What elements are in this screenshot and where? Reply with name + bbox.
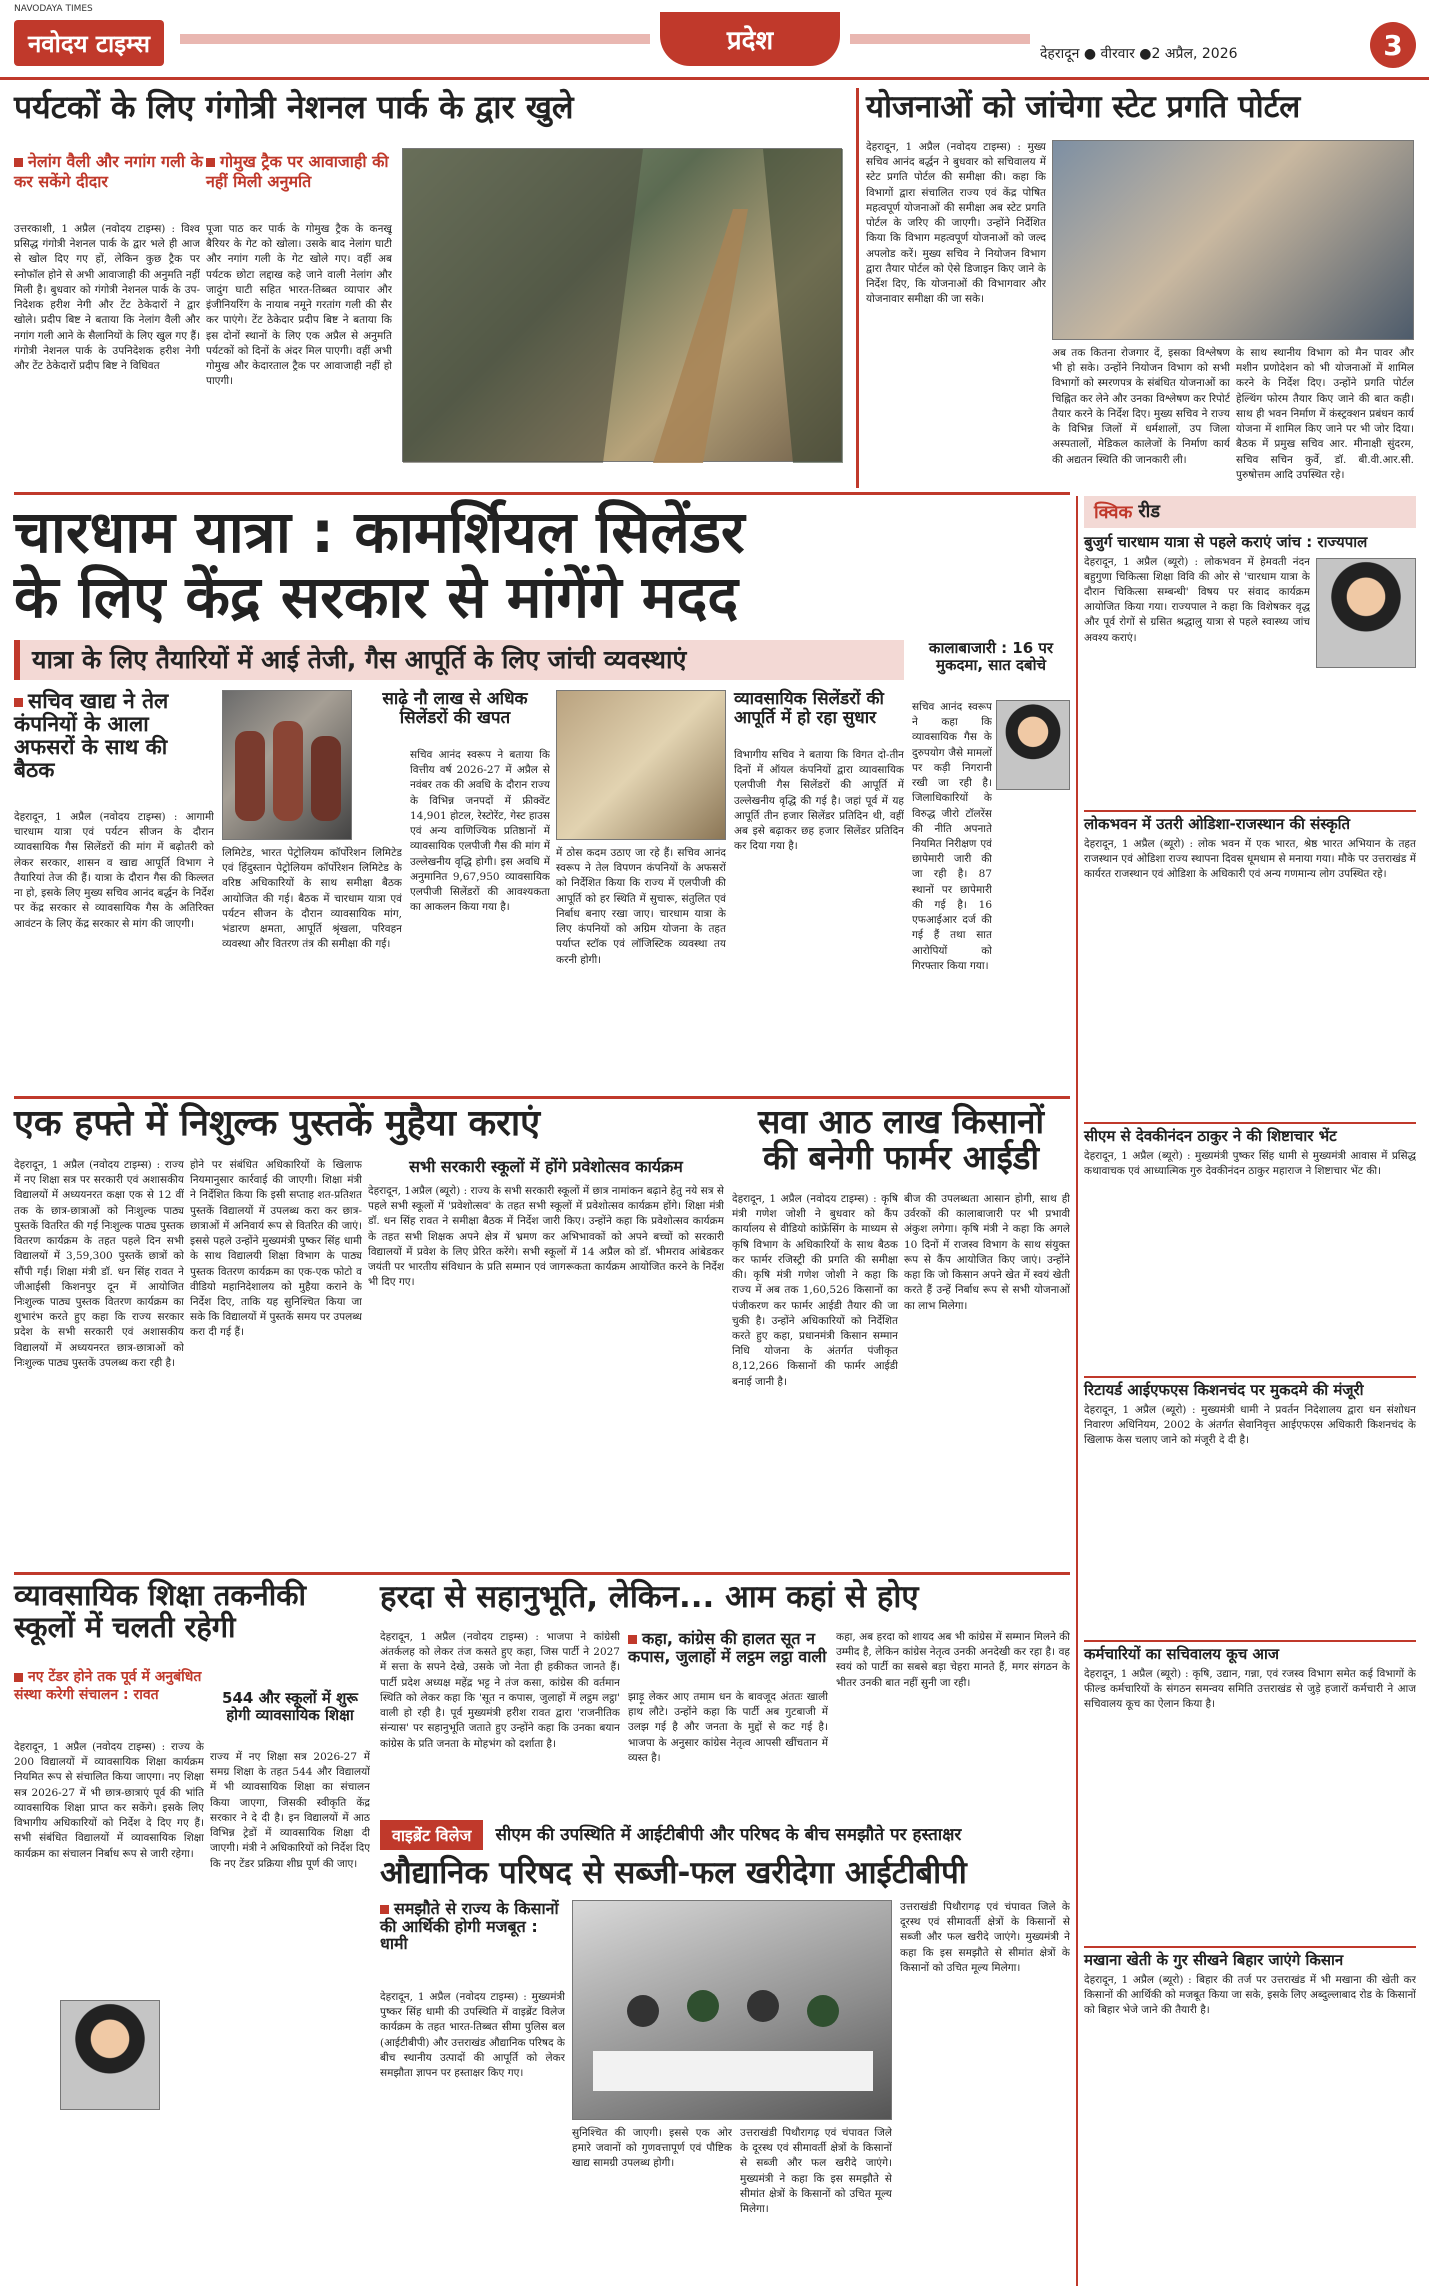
- quick-read-label: [1084, 496, 1416, 528]
- vocational-headline-line-1: व्यावसायिक शिक्षा तकनीकी: [14, 1578, 307, 1612]
- gangotri-headline: पर्यटकों के लिए गंगोत्री नेशनल पार्क के द्वार खुले: [14, 88, 574, 126]
- dateline: देहरादून ● वीरवार ●2 अप्रैल, 2026: [1040, 46, 1238, 62]
- vocational-column-2: राज्य में नए शिक्षा सत्र 2026-27 में समग्र शिक्षा के तहत 544 और विद्यालयों में भी व्यावसायिक शिक्षा का संचालन किया जाएगा, जिसकी स्वीकृति केंद्र सरकार ने दे दी है। इन विद्यालयों में आठ विभिन्न ट्रेडों में व्यावसायिक शिक्षा दी जाएगी। मंत्री ने अधिकारियों को निर्देश दिए कि नए टेंडर प्रक्रिया शीघ्र पूर्ण की जाए।: [210, 1751, 370, 1870]
- books-headline: एक हफ्ते में निशुल्क पुस्तकें मुहैया कराएं: [14, 1103, 541, 1144]
- vibrant-column-4: उत्तराखंडी पिथौरागढ़ एवं चंपावत जिले के दूरस्थ एवं सीमावर्ती क्षेत्रों के किसानों से सब्जी और फल खरीदे जाएंगे। मुख्यमंत्री ने कहा कि इस समझौते से सीमांत क्षेत्रों के किसानों को उचित मूल्य मिलेगा।: [900, 1901, 1070, 1974]
- meeting-table-illustration: [573, 1901, 893, 2121]
- quick-read-body: देहरादून, 1 अप्रैल (ब्यूरो) : कृषि, उद्यान, गन्ना, एवं रजस्व विभाग समेत कई विभागों के फील्ड कर्मचारियों के संगठन समन्वय समिति उत्तराखंड से जुड़े हजारों कर्मचारी ने आज सचिवालय कूच का ऐलान किया है।: [1084, 1667, 1416, 1710]
- quick-read-item: [1084, 1122, 1416, 1369]
- chardham-meeting-subhead: सचिव खाद्य ने तेल कंपनियों के आला अफसरों के साथ की बैठक: [14, 690, 214, 782]
- chardham-column-3: सचिव आनंद स्वरूप ने बताया कि वित्तीय वर्ष 2026-27 में अप्रैल से नवंबर तक की अवधि के दौरान राज्य के विभिन्न जनपदों में फ्रीक्वेंट 14,901 होटल, रेस्टोरेंट, गेस्ट हाउस एवं अन्य वाणिज्यिक प्रतिष्ठानों में व्यावसायिक एलपीजी गैस की मांग में उल्लेखनीय वृद्धि होगी। इस अवधि में अनुमानित 9,67,950 व्यावसायिक एलपीजी सिलेंडरों की आवश्यकता का आकलन किया गया है।: [410, 749, 550, 914]
- vibrant-column-1: देहरादून, 1 अप्रैल (नवोदय टाइम्स) : मुख्यमंत्री पुष्कर सिंह धामी की उपस्थिति में वाइब्रेंट विलेज कार्यक्रम के तहत भारत-तिब्बत सीमा पुलिस बल (आईटीबीपी) और उत्तराखंड औद्यानिक परिषद के बीच स्थानीय उत्पादों की आपूर्ति को लेकर समझौता ज्ञापन पर हस्ताक्षर किए गए।: [380, 1991, 565, 2080]
- vocational-headline: [14, 1580, 364, 1644]
- harda-column-1: देहरादून, 1 अप्रैल (नवोदय टाइम्स) : भाजपा ने कांग्रेसी अंतर्कलह को लेकर तंज कसते हुए कहा, जिस पार्टी ने 2027 में सत्ता के सपने देखे, उसके जो नेता ही हकीकत जानते हैं। पार्टी प्रदेश अध्यक्ष महेंद्र भट्ट ने तंज कसा, कांग्रेस की वर्तमान स्थिति को लेकर कहा कि 'सूत न कपास, जुलाहों में लट्ठम लट्ठा' वाली हो रही है। पूर्व मुख्यमंत्री हरीश रावत द्वारा 'राजनीतिक संन्यास' पर सहानुभूति जताते हुए उन्होंने कहा कि उनका बयान कांग्रेस के प्रति जनता के मोहभंग को दर्शाता है।: [380, 1631, 620, 1750]
- quick-read-title: कर्मचारियों का सचिवालय कूच आज: [1084, 1640, 1416, 1663]
- column-divider: [856, 88, 859, 488]
- quick-read-body: देहरादून, 1 अप्रैल (ब्यूरो) : मुख्यमंत्री पुष्कर सिंह धामी से मुख्यमंत्री आवास में प्रसिद्ध कथावाचक एवं आध्यात्मिक गुरु देवकीनंदन ठाकुर महाराज ने शिष्टाचार भेंट की।: [1084, 1149, 1416, 1177]
- sidebar-divider: [1076, 496, 1078, 2286]
- vibrant-village-tag: वाइब्रेंट विलेज: [380, 1820, 483, 1850]
- quick-read-item: [1084, 810, 1416, 1117]
- chardham-deck-text: यात्रा के लिए तैयारियों में आई तेजी, गैस आपूर्ति के लिए जांची व्यवस्थाएं: [32, 645, 687, 675]
- quick-read-title: मखाना खेती के गुर सीखने बिहार जाएंगे किसान: [1084, 1946, 1416, 1969]
- yojana-headline: योजनाओं को जांचेगा स्टेट प्रगति पोर्टल: [866, 89, 1301, 125]
- vibrant-headline: औद्यानिक परिषद से सब्जी-फल खरीदेगा आईटीबीपी: [380, 1855, 967, 1891]
- yojana-column-3: के साथ स्थानीय विभाग को मैन पावर और मशीन प्रणोदेशन को भी योजनाओं में शामिल करने के निर्देश दिए। उन्होंने प्रगति पोर्टल हेल्थिंग फोरम तैयार किए जाने की बात कही। साथ ही भवन निर्माण में कंस्ट्रक्शन प्रबंधन कार्य योजना में शामिल किए जाने पर भी जोर दिया। बैठक में प्रमुख सचिव आर. मीनाक्षी सुंदरम, सचिव सचिन कुर्वे, डॉ. बी.वी.आर.सी. पुरुषोत्तम आदि उपस्थित रहे।: [1236, 347, 1414, 481]
- farmer-column-1: देहरादून, 1 अप्रैल (नवोदय टाइम्स) : कृषि मंत्री गणेश जोशी ने बुधवार को कैंप कार्यालय से वीडियो कांफ्रेंसिंग के माध्यम से कृषि विभाग के अधिकारियों के साथ बैठक कर फार्मर रजिस्ट्री की प्रगति की समीक्षा की। कृषि मंत्री गणेश जोशी ने कहा कि राज्य में अब तक 1,60,526 किसानों का पंजीकरण कर फार्मर आईडी तैयार की जा चुकी है। उन्होंने अधिकारियों को निर्देशित करते हुए कहा, प्रधानमंत्री किसान सम्मान निधि योजना के अंतर्गत पंजीकृत 8,12,266 किसानों की फार्मर आईडी बनाई जानी है।: [732, 1193, 898, 1388]
- masthead-band-right: [850, 34, 1030, 44]
- farmer-headline-line-1: सवा आठ लाख किसानों: [757, 1102, 1045, 1141]
- section-label: प्रदेश: [660, 12, 840, 66]
- gangotri-column-1: उत्तरकाशी, 1 अप्रैल (नवोदय टाइम्स) : विश्व प्रसिद्ध गंगोत्री नेशनल पार्क के द्वार भले ही आज से खोल दिए गए हों, लेकिन कुछ ट्रैक पर स्नोफॉल होने से अभी आवाजाही की अनुमति नहीं मिली है। बुधवार को गंगोत्री नेशनल पार्क के उप-निदेशक हरीश नेगी और टेंट ठेकेदारों ने द्वार खोले। प्रदीप बिष्ट ने बताया कि नेलांग वैली और नगांग गली आने के सैलानियों के लिए खुल गए हैं। गंगोत्री नेशनल पार्क के उपनिदेशक हरीश नेगी और टेंट ठेकेदारों प्रदीप बिष्ट ने विधिवत: [14, 223, 200, 372]
- gangotri-column-2: पूजा पाठ कर पार्क के गोमुख ट्रैक के कनखू बैरियर के गेट को खोला। उसके बाद नेलांग घाटी और नगांग गली के गेट खोले गए। वहीं अब पर्यटक छोटा लद्दाख कहे जाने वाली नेलांग और जादुंग घाटी सहित भारत-तिब्बत व्यापार और इंजीनियरिंग के नायाब नमूने गरतांग गली की सैर कर पाएंगे। टेंट ठेकेदार प्रदीप बिष्ट ने बताया कि इस दोनों स्थानों के लिए एक अप्रैल से अनुमति पर्यटकों को दिनों के अंदर मिल पाएगी। वहीं अभी गोमुख और केदारताल ट्रैक पर आवाजाही नहीं हो पाएगी।: [206, 223, 392, 388]
- yojana-column-1: देहरादून, 1 अप्रैल (नवोदय टाइम्स) : मुख्य सचिव आनंद बर्द्धन ने बुधवार को सचिवालय में स्टेट प्रगति पोर्टल की समीक्षा की। कहा कि विभागों द्वारा संचालित राज्य एवं केंद्र पोषित महत्वपूर्ण योजनाओं की समीक्षा अब स्टेट प्रगति पोर्टल के जरिए की जाएगी। उन्होंने निर्देशित किया कि विभाग महत्वपूर्ण योजनाओं को जल्द अपलोड करें। मुख्य सचिव ने नियोजन विभाग द्वारा तैयार पोर्टल को ऐसे डिजाइन किए जाने के निर्देश दिए, कि योजनाओं की विभागवार और योजनावार समीक्षा की जा सके।: [866, 141, 1046, 306]
- masthead-small-brand: NAVODAYA TIMES: [14, 4, 93, 14]
- page-number: 3: [1370, 22, 1416, 68]
- chardham-column-4: में ठोस कदम उठाए जा रहे हैं। सचिव आनंद स्वरूप ने तेल विपणन कंपनियों के अफसरों को निर्देशित किया कि राज्य में एलपीजी की आपूर्ति को हर स्थिति में सुचारू, संतुलित एवं निर्बाध बनाए रखा जाए। चारधाम यात्रा के लिए कंपनियों को अग्रिम योजना के तहत पर्याप्त स्टॉक एवं लॉजिस्टिक व्यवस्था तय करनी होगी।: [556, 847, 726, 966]
- minister-portrait: [60, 2000, 160, 2110]
- masthead: [0, 0, 1429, 80]
- vocational-subhead-1: नए टेंडर होने तक पूर्व में अनुबंधित संस्था करेगी संचालन : रावत: [14, 1668, 204, 1704]
- yojana-column-2: अब तक कितना रोजगार दें, इसका विश्लेषण भी हो सके। उन्होंने नियोजन विभाग को सभी विभागों को स्मरणपत्र के संबंधित योजनाओं का चिह्नित कर लेने और उनका विश्लेषण कर रिपोर्ट तैयार करने के निर्देश दिए। मुख्य सचिव ने राज्य के विभिन्न जिलों में धर्मशालों, उप जिला अस्पतालों, मेडिकल कालेजों के निर्माण कार्य की अद्यतन स्थिति की जानकारी ली।: [1052, 347, 1230, 466]
- chardham-headline-line-2: के लिए केंद्र सरकार से मांगेंगे मदद: [14, 562, 739, 631]
- wooden-walkway-illustration: [403, 149, 843, 463]
- vibrant-column-2: सुनिश्चित की जाएगी। इससे एक ओर हमारे जवानों को गुणवत्तापूर्ण एवं पौष्टिक खाद्य सामग्री उपलब्ध होगी।: [572, 2127, 732, 2170]
- chardham-supply-subhead: व्यावसायिक सिलेंडरों की आपूर्ति में हो रहा सुधार: [734, 689, 884, 728]
- vocational-headline-line-2: स्कूलों में चलती रहेगी: [14, 1609, 236, 1644]
- farmer-column-2: बीज की उपलब्धता आसान होगी, साथ ही उर्वरकों की कालाबाजारी पर भी प्रभावी अंकुश लगेगा। कृषि मंत्री ने कहा कि अगले 10 दिनों में राजस्व विभाग के साथ संयुक्त रूप से कैंप आयोजित किए जाएं। उन्होंने कहा कि जो किसान अपने खेत में स्वयं खेती करते हैं उन्हें निर्बाध रूप से सभी योजनाओं का लाभ मिलेगा।: [904, 1193, 1070, 1312]
- vibrant-strap: सीएम की उपस्थिति में आईटीबीपी और परिषद के बीच समझौते पर हस्ताक्षर: [495, 1824, 962, 1845]
- chardham-headline-line-1: चारधाम यात्रा : कामर्शियल सिलेंडर: [14, 498, 745, 566]
- gangotri-gartang-photo: [402, 148, 842, 462]
- kedarnath-temple-photo: [556, 690, 726, 840]
- newspaper-logo: नवोदय टाइम्स: [14, 20, 164, 66]
- masthead-band-left: [180, 34, 650, 44]
- chardham-column-1: देहरादून, 1 अप्रैल (नवोदय टाइम्स) : आगामी चारधाम यात्रा एवं पर्यटन सीजन के दौरान व्यावसायिक गैस सिलेंडरों की मांग में बढ़ोतरी को लेकर सरकार, शासन व खाद्य आपूर्ति विभाग ने तैयारियां तेज की हैं। यात्रा के दौरान गैस की किल्लत ना हो, इसके लिए मुख्य सचिव आनंद बर्द्धन के निर्देश पर केंद्र सरकार से व्यावसायिक गैस के अतिरिक्त आवंटन के लिए केंद्र सरकार से मांग की जाएगी।: [14, 811, 214, 930]
- gangotri-subhead-1: नेलांग वैली और नगांग गली के कर सकेंगे दीदार: [14, 152, 203, 191]
- governor-portrait: [1316, 558, 1416, 668]
- farmer-headline-line-2: की बनेगी फार्मर आईडी: [763, 1138, 1039, 1178]
- quick-read-item: [1084, 534, 1416, 795]
- harda-column-3: कहा, अब हरदा को शायद अब भी कांग्रेस में सम्मान मिलने की उम्मीद है, लेकिन कांग्रेस नेतृत्व उनकी अनदेखी कर रहा है। वह स्वयं को पार्टी का सबसे बड़ा चेहरा मानते हैं, मगर संगठन के भीतर उनकी बात नहीं सुनी जा रही।: [836, 1631, 1070, 1689]
- vocational-column-1: देहरादून, 1 अप्रैल (नवोदय टाइम्स) : राज्य के 200 विद्यालयों में व्यावसायिक शिक्षा कार्यक्रम नियमित रूप से संचालित किया जाएगा। नए शिक्षा सत्र 2026-27 में भी छात्र-छात्राएं पूर्व की भांति व्यावसायिक शिक्षा प्राप्त कर सकेंगे। इसके लिए विभागीय अधिकारियों को निर्देश दे दिए गए हैं। सभी संबंधित विद्यालयों में व्यावसायिक शिक्षा कार्यक्रम का संचालन निर्बाध रूप से जारी रहेगा।: [14, 1741, 204, 1860]
- mou-signing-photo: [572, 1900, 892, 2120]
- horizontal-rule: [14, 1096, 1070, 1099]
- chardham-black-market-subhead: कालाबाजारी : 16 पर मुकदमा, सात दबोचे: [928, 639, 1054, 674]
- quick-read-body: देहरादून, 1 अप्रैल (ब्यूरो) : बिहार की तर्ज पर उत्तराखंड में भी मखाना की खेती कर किसानों की आर्थिकी को मजबूत किया जा सके, इसके लिए अब्दुल्लाबाद रोड के किसानों को बिहार भेजे जाने की तैयारी है।: [1084, 1973, 1416, 2016]
- gas-cylinders-photo: [222, 690, 352, 840]
- secretary-portrait: [996, 700, 1070, 790]
- gangotri-subhead-2: गोमुख ट्रैक पर आवाजाही की नहीं मिली अनुमति: [206, 152, 396, 192]
- yojana-meeting-photo: [1052, 140, 1414, 340]
- horizontal-rule: [14, 492, 1070, 495]
- horizontal-rule: [14, 1572, 1070, 1575]
- chardham-column-6: सचिव आनंद स्वरूप ने कहा कि व्यावसायिक गैस के दुरुपयोग जैसे मामलों पर कड़ी निगरानी रखी जा रही है। जिलाधिकारियों के विरुद्ध जीरो टॉलरेंस की नीति अपनाते नियमित निरीक्षण एवं छापेमारी जारी की जा रही है। 87 स्थानों पर छापेमारी की गई है। 16 एफआईआर दर्ज की गई हैं तथा सात आरोपियों को गिरफ्तार किया गया।: [912, 701, 992, 972]
- books-subhead: सभी सरकारी स्कूलों में होंगे प्रवेशोत्सव कार्यक्रम: [409, 1157, 683, 1176]
- quick-read-item: [1084, 1376, 1416, 1633]
- quick-read-body: देहरादून, 1 अप्रैल (ब्यूरो) : लोक भवन में एक भारत, श्रेष्ठ भारत अभियान के तहत राजस्थान एवं ओडिशा राज्य स्थापना दिवस धूमधाम से मनाया गया। मौके पर उत्तराखंड में कार्यरत राजस्थान एवं ओडिशा के अधिकारी एवं अन्य गणमान्य लोग उपस्थित रहे।: [1084, 837, 1416, 880]
- quick-read-title: लोकभवन में उतरी ओडिशा-राजस्थान की संस्कृति: [1084, 810, 1416, 833]
- chardham-headline: [14, 500, 1070, 630]
- quick-read-body: देहरादून, 1 अप्रैल (ब्यूरो) : मुख्यमंत्री धामी ने प्रवर्तन निदेशालय द्वारा धन संशोधन निवारण अधिनियम, 2002 के अंतर्गत सेवानिवृत्त आईएफएस अधिकारी किशनचंद के खिलाफ केस चलाए जाने को मंजूरी दे दी है।: [1084, 1403, 1416, 1446]
- vocational-subhead-2: 544 और स्कूलों में शुरू होगी व्यावसायिक शिक्षा: [222, 1689, 358, 1724]
- harda-subhead: कहा, कांग्रेस की हालत सूत न कपास, जुलाहों में लट्ठम लट्ठा वाली: [628, 1629, 827, 1666]
- vibrant-strap-row: [380, 1820, 1070, 1850]
- vibrant-column-3: उत्तराखंडी पिथौरागढ़ एवं चंपावत जिले के दूरस्थ एवं सीमावर्ती क्षेत्रों के किसानों से सब्जी और फल खरीदे जाएंगे। मुख्यमंत्री ने कहा कि इस समझौते से सीमांत क्षेत्रों के किसानों को उचित मूल्य मिलेगा।: [740, 2127, 892, 2216]
- books-column-2: होने पर संबंधित अधिकारियों के खिलाफ नियमानुसार कार्रवाई की जाएगी। शिक्षा मंत्री ने निर्देशित किया कि इसी सप्ताह शत-प्रतिशत पुस्तकें विद्यालयों में उपलब्ध करा कर छात्र-छात्राओं में अनिवार्य रूप से वितरित की जाएं। इससे पहले उन्होंने मुख्यमंत्री पुष्कर सिंह धामी के साथ विद्यालयी शिक्षा विभाग के पाठ्य पुस्तक वितरण कार्यक्रम का एक-एक फोटो व वीडियो महानिदेशालय को मुहैया कराने के निर्देश दिए, ताकि यह सुनिश्चित किया जा सके कि विद्यालयों में पुस्तकें समय पर उपलब्ध करा दी गई हैं।: [190, 1159, 362, 1339]
- quick-read-body: देहरादून, 1 अप्रैल (ब्यूरो) : लोकभवन में हेमवती नंदन बहुगुणा चिकित्सा शिक्षा विवि की ओर से 'चारधाम यात्रा के दौरान चिकित्सा सम्बन्धी' विषय पर संवाद कार्यक्रम आयोजित किया गया। राज्यपाल ने कहा कि विशेषकर वृद्ध और पूर्व रोगों से ग्रसित श्रद्धालु यात्रा से पहले स्वास्थ्य जांच अवश्य कराएं।: [1084, 555, 1310, 644]
- chardham-deck: [14, 640, 904, 680]
- vibrant-subhead: समझौते से राज्य के किसानों की आर्थिकी होगी मजबूत : धामी: [380, 1900, 565, 1953]
- quick-read-item: [1084, 1640, 1416, 1937]
- harda-column-2: झाड़ू लेकर आए तमाम धन के बावजूद अंततः खाली हाथ लौटे। उन्होंने कहा कि पार्टी अब गुटबाजी में उलझ गई है और जनता के मुद्दों से कट गई है। भाजपा के अनुसार कांग्रेस नेतृत्व आपसी खींचतान में व्यस्त है।: [628, 1691, 828, 1764]
- harda-headline: हरदा से सहानुभूति, लेकिन... आम कहां से होए: [380, 1579, 919, 1615]
- farmer-headline: [732, 1104, 1070, 1177]
- quick-read-suffix: रीड: [1138, 501, 1160, 523]
- quick-read-title: सीएम से देवकीनंदन ठाकुर ने की शिष्टाचार भेंट: [1084, 1122, 1416, 1145]
- chardham-column-2: लिमिटेड, भारत पेट्रोलियम कॉर्पोरेशन लिमिटेड एवं हिंदुस्तान पेट्रोलियम कॉर्पोरेशन लिमिटेड के वरिष्ठ अधिकारियों के साथ समीक्षा बैठक आयोजित की गई। बैठक में चारधाम यात्रा एवं पर्यटन सीजन के दौरान व्यावसायिक मांग, भंडारण क्षमता, आपूर्ति श्रृंखला, परिवहन व्यवस्था और वितरण तंत्र की समीक्षा की गई।: [222, 847, 402, 951]
- books-column-1: देहरादून, 1 अप्रैल (नवोदय टाइम्स) : राज्य में नए शिक्षा सत्र पर सरकारी एवं अशासकीय विद्यालयों में अध्ययनरत कक्षा एक से 12 वीं तक के छात्र-छात्राओं को निःशुल्क पाठ्य पुस्तकें वितरित की गई निःशुल्क पाठ्य पुस्तक वितरण कार्यक्रम के तहत पहले दिन सभी विद्यालयों में 3,59,300 पुस्तकें छात्रों को सौंपी गईं। शिक्षा मंत्री डॉ. धन सिंह रावत ने जीआईसी किशनपुर दून में आयोजित निःशुल्क पाठ्य पुस्तक वितरण कार्यक्रम का शुभारंभ करते हुए कहा कि राज्य सरकार प्रदेश के सभी सरकारी एवं अशासकीय विद्यालयों में अध्ययनरत छात्र-छात्राओं को निःशुल्क पाठ्य पुस्तकें उपलब्ध करा रही है।: [14, 1159, 184, 1369]
- quick-read-item: [1084, 1946, 1416, 2273]
- quick-read-prefix: क्विक: [1094, 502, 1133, 523]
- chardham-column-5: विभागीय सचिव ने बताया कि विगत दो-तीन दिनों में ऑयल कंपनियों द्वारा व्यावसायिक एलपीजी गैस सिलेंडरों की आपूर्ति में उल्लेखनीय वृद्धि की गई है। जहां पूर्व में यह आपूर्ति तीन हजार सिलेंडर प्रतिदिन थी, वहीं अब इसे बढ़ाकर छह हजार सिलेंडर प्रतिदिन कर दिया गया है।: [734, 749, 904, 853]
- books-column-3: देहरादून, 1अप्रैल (ब्यूरो) : राज्य के सभी सरकारी स्कूलों में छात्र नामांकन बढ़ाने हेतु नये सत्र से पहले सभी स्कूलों में 'प्रवेशोत्सव' के तहत सभी स्कूलों में प्रवेशोत्सव कार्यक्रम होंगे। शिक्षा मंत्री डॉ. धन सिंह रावत ने समीक्षा बैठक में निर्देश जारी किए। उन्होंने कहा कि प्रवेशोत्सव कार्यक्रम के तहत सभी शिक्षक अपने क्षेत्र में भ्रमण कर अभिभावकों को अपने बच्चों को सरकारी विद्यालयों में प्रवेश के लिए प्रेरित करेंगे। सभी स्कूलों में 14 अप्रैल को डॉ. भीमराव आंबेडकर जयंती पर भारतीय संविधान के प्रति सम्मान एवं जागरूकता कार्यक्रम आयोजित करने के निर्देश भी दिए गए।: [368, 1185, 724, 1289]
- quick-read-title: रिटायर्ड आईएफएस किशनचंद पर मुकदमे की मंजूरी: [1084, 1376, 1416, 1399]
- quick-read-title: बुजुर्ग चारधाम यात्रा से पहले कराएं जांच : राज्यपाल: [1084, 533, 1368, 551]
- chardham-demand-subhead: साढ़े नौ लाख से अधिक सिलेंडरों की खपत: [382, 689, 528, 728]
- cylinder-illustration: [223, 691, 353, 841]
